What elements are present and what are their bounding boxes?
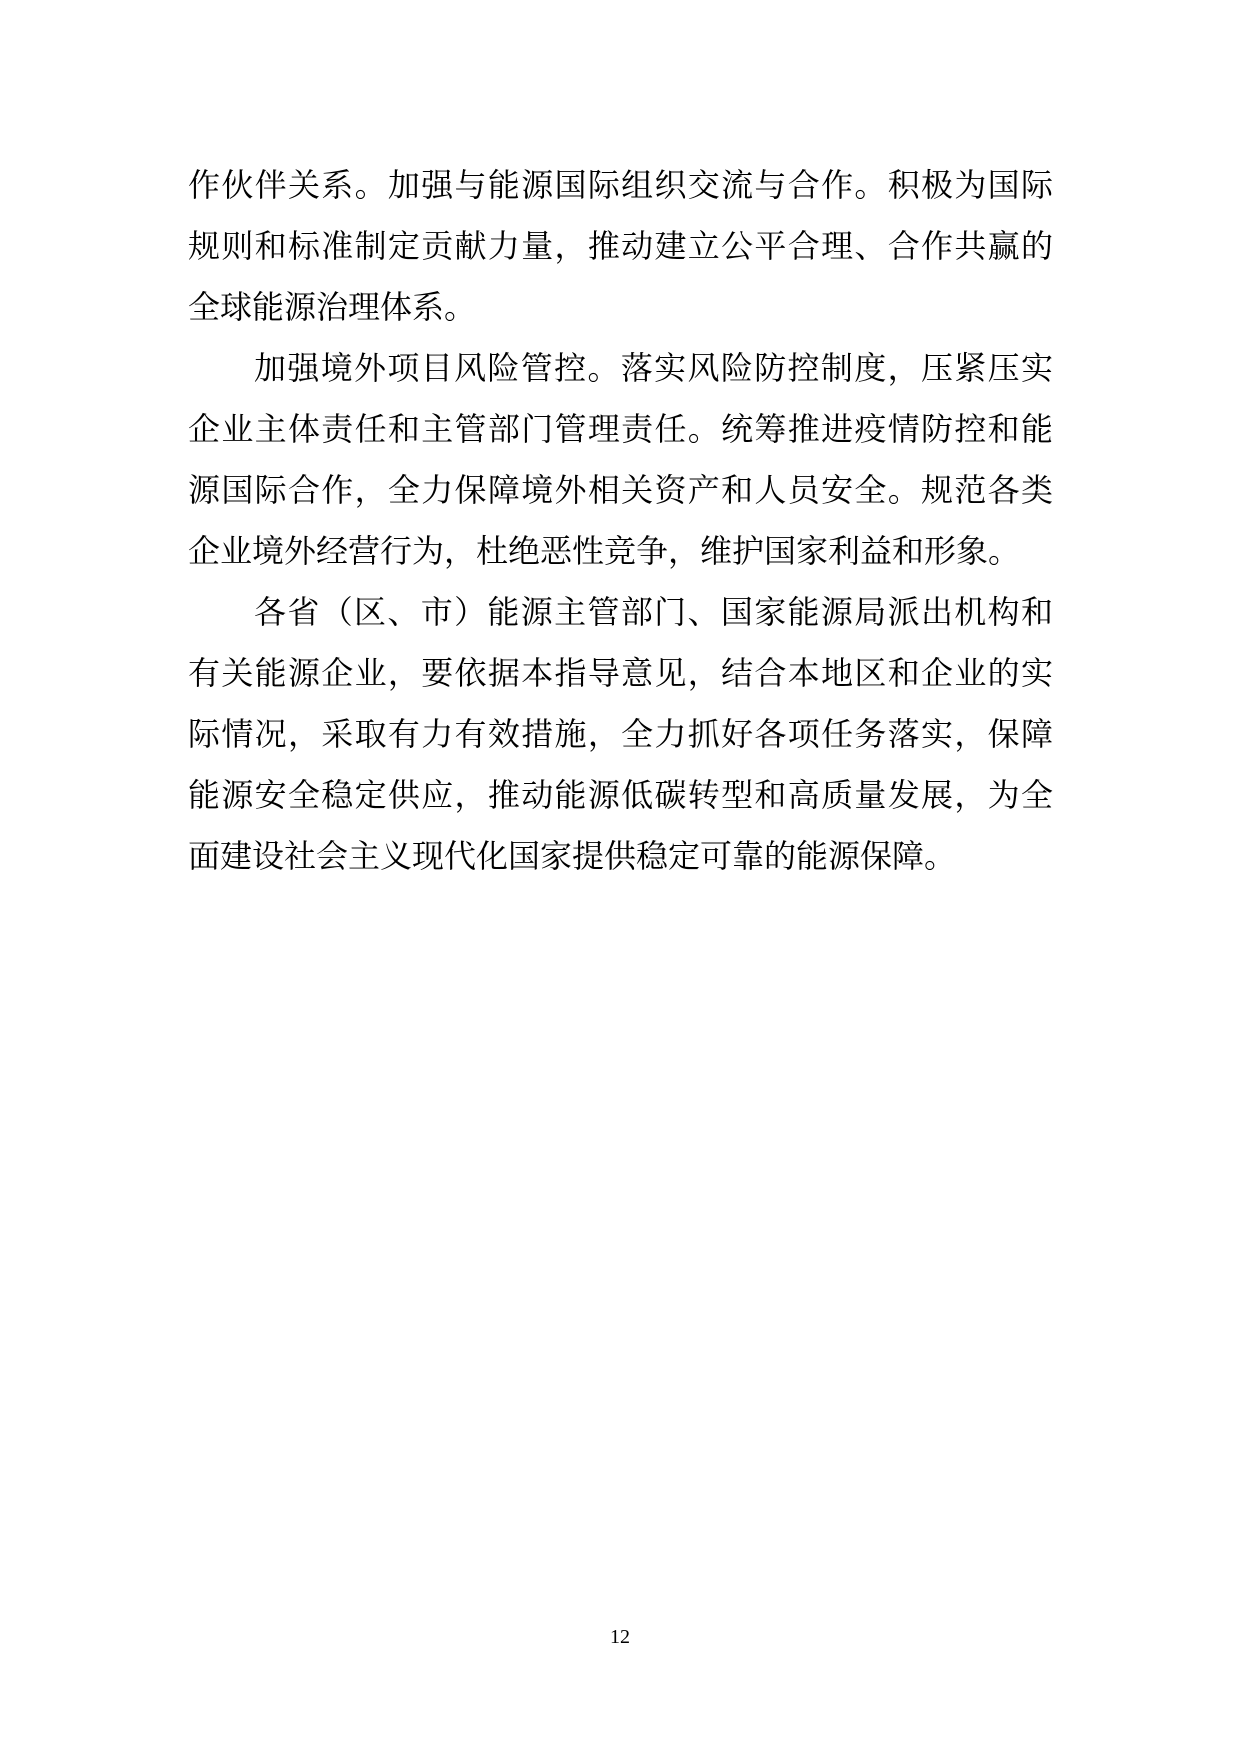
text-line: 加强境外项目风险管控。落实风险防控制度，压紧压实	[254, 349, 1053, 387]
text-line: 企业境外经营行为，杜绝恶性竞争，维护国家利益和形象。	[188, 532, 1021, 570]
text-line: 企业主体责任和主管部门管理责任。统筹推进疫情防控和能	[188, 410, 1053, 448]
text-line: 规则和标准制定贡献力量，推动建立公平合理、合作共赢的	[188, 227, 1053, 265]
text-line: 源国际合作，全力保障境外相关资产和人员安全。规范各类	[188, 471, 1053, 509]
page-number: 12	[610, 1626, 630, 1648]
paragraph	[188, 338, 1053, 582]
text-line: 际情况，采取有力有效措施，全力抓好各项任务落实，保障	[188, 715, 1053, 753]
text-line: 作伙伴关系。加强与能源国际组织交流与合作。积极为国际	[188, 166, 1053, 204]
text-line: 面建设社会主义现代化国家提供稳定可靠的能源保障。	[188, 837, 957, 875]
paragraph	[188, 155, 1053, 338]
text-line: 能源安全稳定供应，推动能源低碳转型和高质量发展，为全	[188, 776, 1053, 814]
paragraph	[188, 582, 1053, 887]
text-line: 全球能源治理体系。	[188, 288, 477, 326]
body-text	[188, 155, 1053, 887]
text-line: 各省（区、市）能源主管部门、国家能源局派出机构和	[254, 593, 1053, 631]
text-line: 有关能源企业，要依据本指导意见，结合本地区和企业的实	[188, 654, 1053, 692]
